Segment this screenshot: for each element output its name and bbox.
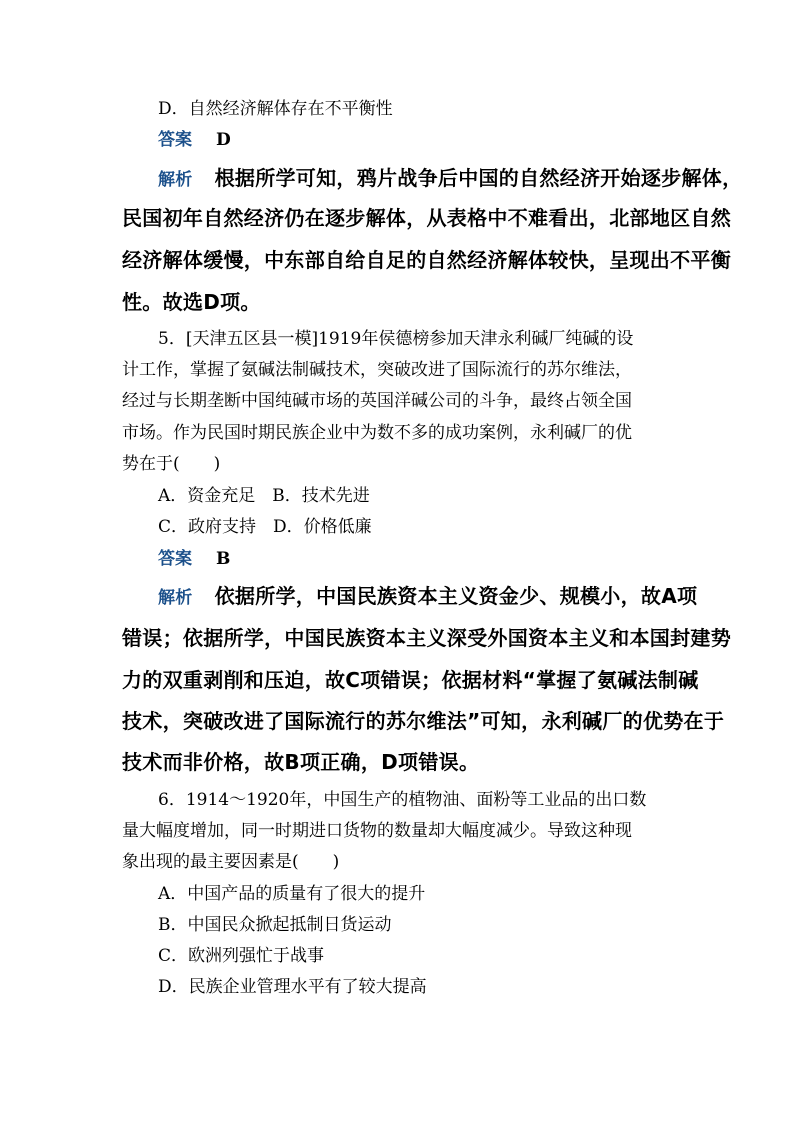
q6-stem-line-1: 6．1914～1920年，中国生产的植物油、面粉等工业品的出口数: [158, 790, 647, 810]
q4-option-d: D．自然经济解体存在不平衡性: [158, 99, 393, 119]
q5-stem-line-5: 势在于( ): [122, 454, 221, 474]
explanation-label: 解析: [158, 588, 193, 608]
q5-answer-row: [158, 549, 230, 569]
q6-option-a: A．中国产品的质量有了很大的提升: [158, 884, 426, 904]
q5-stem-line-2: 计工作，掌握了氨碱法制碱技术，突破改进了国际流行的苏尔维法，: [122, 360, 632, 380]
q5-stem-line-4: 市场。作为民国时期民族企业中为数不多的成功案例，永利碱厂的优: [122, 423, 632, 443]
q5-explanation-line-2: 错误；依据所学，中国民族资本主义深受外国资本主义和本国封建势: [122, 626, 731, 650]
explanation-label: 解析: [158, 170, 193, 190]
q4-explanation-line-3: 经济解体缓慢，中东部自给自足的自然经济解体较快，呈现出不平衡: [122, 248, 731, 272]
answer-label: 答案: [158, 130, 192, 150]
q4-answer-value: D: [216, 130, 231, 150]
q6-stem-line-2: 量大幅度增加，同一时期进口货物的数量却大幅度减少。导致这种现: [122, 821, 632, 841]
q6-option-c: C．欧洲列强忙于战事: [158, 946, 325, 966]
q5-stem-line-1: 5．[天津五区县一模]1919年侯德榜参加天津永利碱厂纯碱的设: [158, 329, 634, 349]
q4-explanation-line-2: 民国初年自然经济仍在逐步解体，从表格中不难看出，北部地区自然: [122, 206, 731, 230]
q4-explanation-text: 根据所学可知，鸦片战争后中国的自然经济开始逐步解体，: [214, 166, 743, 190]
q5-options-row-2: C．政府支持 D．价格低廉: [158, 517, 372, 537]
q5-explanation-line-4: 技术，突破改进了国际流行的苏尔维法”可知，永利碱厂的优势在于: [122, 709, 725, 733]
q6-option-b: B．中国民众掀起抵制日货运动: [158, 915, 392, 935]
q5-explanation-line-1: [158, 584, 697, 610]
answer-label: 答案: [158, 549, 192, 569]
q5-explanation-line-5: 技术而非价格，故B项正确，D项错误。: [122, 750, 480, 774]
q6-option-d: D．民族企业管理水平有了较大提高: [158, 977, 427, 997]
q6-stem-line-3: 象出现的最主要因素是( ): [122, 852, 340, 872]
q4-explanation-line-1: [158, 166, 742, 192]
q5-options-row-1: A．资金充足 B．技术先进: [158, 486, 370, 506]
q5-explanation-text: 依据所学，中国民族资本主义资金少、规模小，故A项: [214, 584, 698, 608]
q4-explanation-line-4: 性。故选D项。: [122, 290, 261, 314]
q5-stem-line-3: 经过与长期垄断中国纯碱市场的英国洋碱公司的斗争，最终占领全国: [122, 391, 632, 411]
q5-answer-value: B: [216, 549, 231, 569]
q5-explanation-line-3: 力的双重剥削和压迫，故C项错误；依据材料“掌握了氨碱法制碱: [122, 668, 699, 692]
q4-answer-row: [158, 130, 231, 150]
